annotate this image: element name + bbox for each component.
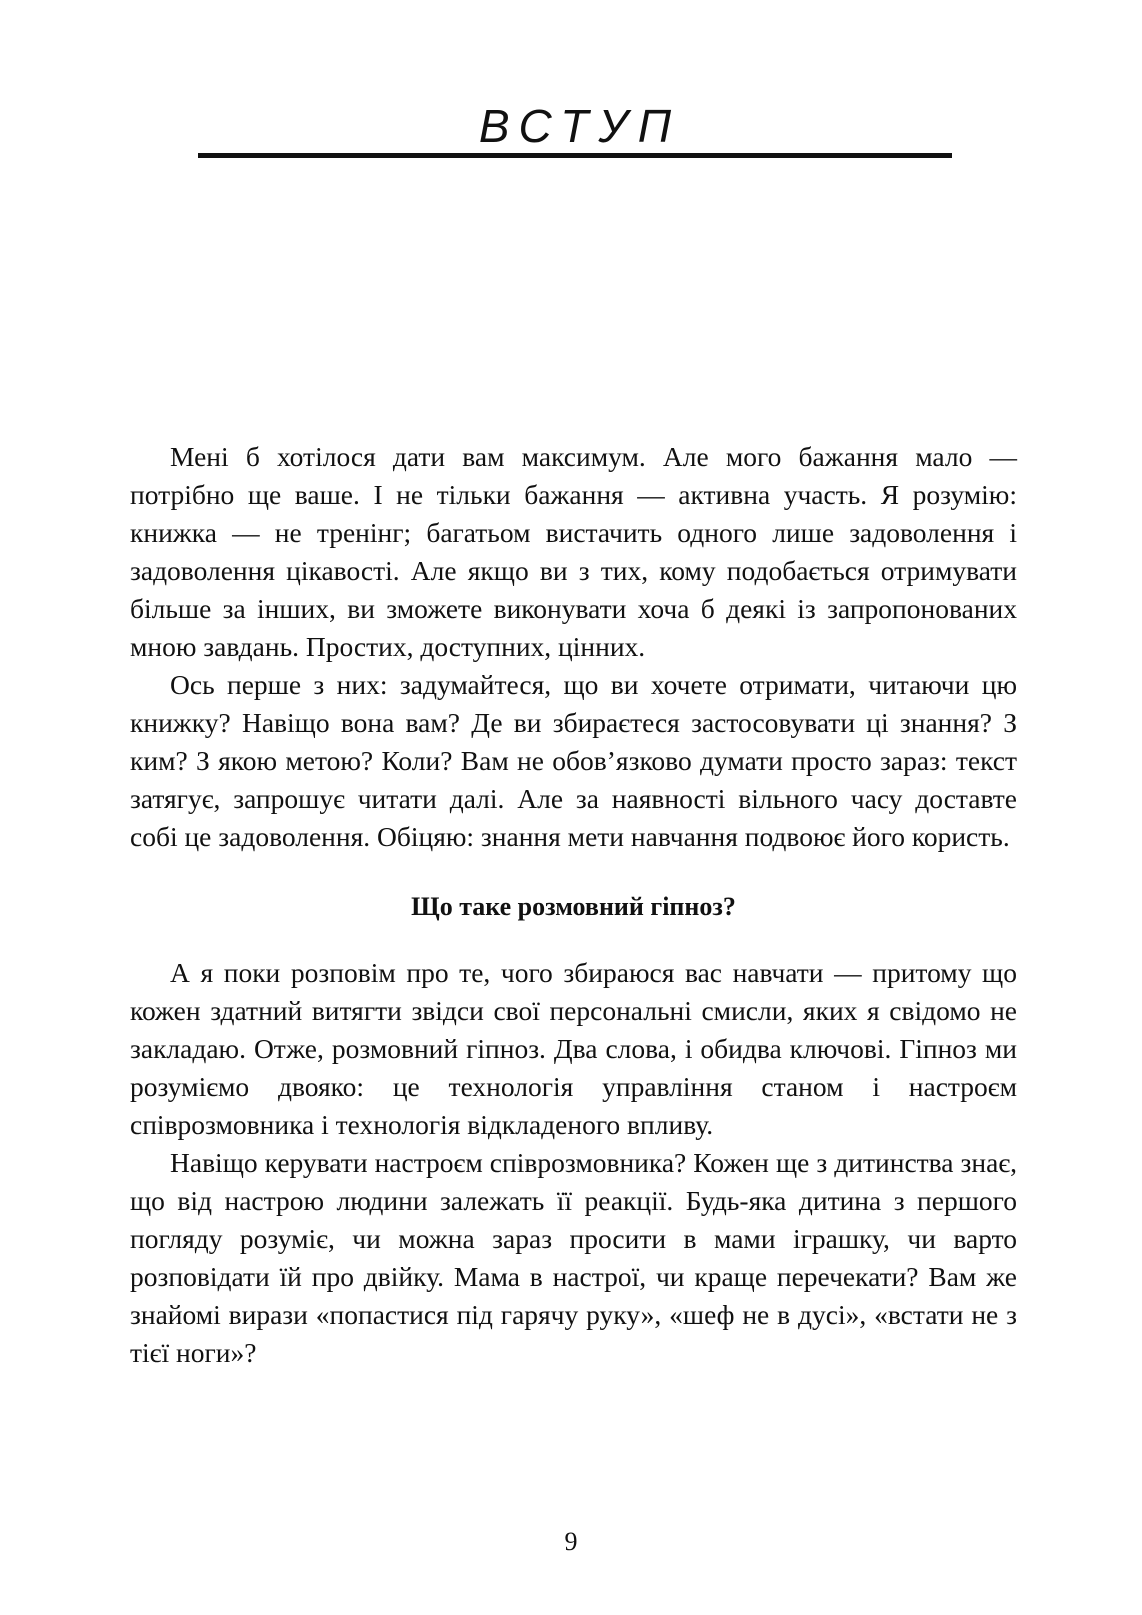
paragraph-intro-1: Мені б хотілося дати вам максимум. Але мого бажання мало — потрібно ще ваше. І не тільки бажання — активна участь. Я розумію: книжка — не тренінг; багатьом вистачить одного лише задоволення і задоволення цікавості. Але якщо ви з тих, кому подобається отримувати більше за інших, ви зможете виконувати хоча б деякі із запропонованих мною завдань. Простих, доступних, цінних. [130, 441, 1017, 662]
chapter-header [198, 98, 952, 154]
title-underline-rule [198, 153, 952, 158]
paragraph-section-1: А я поки розповім про те, чого збираюся вас навчати — притому що кожен здатний витягти звідси свої персональні смисли, яких я свідомо не закладаю. Отже, розмовний гіпноз. Два слова, і обидва ключові. Гіпноз ми розуміємо двояко: це технологія управління станом і настроєм співрозмовника і технологія відкладеного впливу. [130, 957, 1017, 1140]
paragraph-intro-2: Ось перше з них: задумайтеся, що ви хочете отримати, читаючи цю книжку? Навіщо вона вам? Де ви збираєтеся застосовувати ці знання? З ким? З якою метою? Коли? Вам не обов’язково думати просто зараз: текст затягує, запрошує читати далі. Але за наявності вільного часу доставте собі це задоволення. Обіцяю: знання мети навчання подвоює його користь. [130, 669, 1017, 852]
paragraph-section-2: Навіщо керувати настроєм співрозмовника? Кожен ще з дитинства знає, що від настрою людини залежать її реакції. Будь-яка дитина з першого погляду розуміє, чи можна зараз просити в мами іграшку, чи варто розповідати їй про двійку. Мама в настрої, чи краще перечекати? Вам же знайомі вирази «попастися під гарячу руку», «шеф не в дусі», «встати не з тієї ноги»? [130, 1147, 1017, 1368]
page-body [130, 438, 1017, 1372]
chapter-title: ВСТУП [478, 100, 682, 152]
page-number: 9 [564, 1527, 578, 1556]
section-heading: Що таке розмовний гіпноз? [411, 892, 736, 921]
